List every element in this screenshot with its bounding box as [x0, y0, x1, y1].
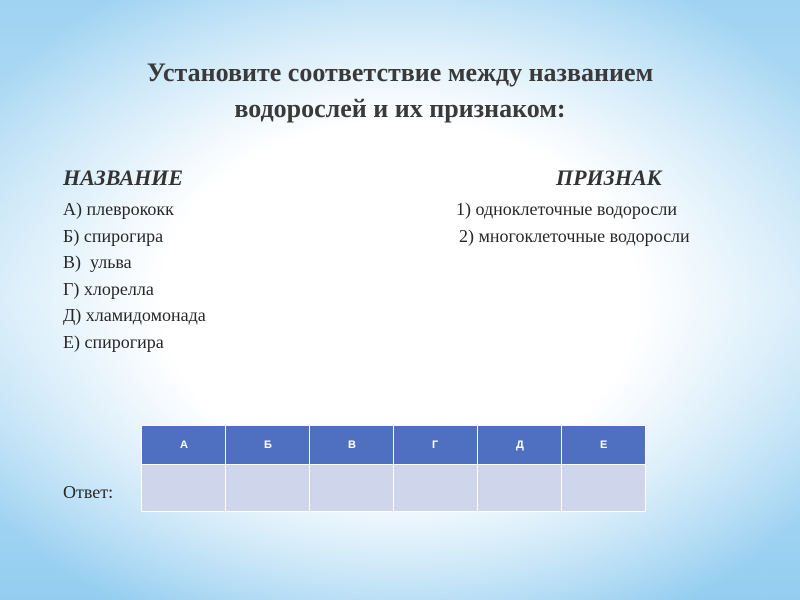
name-column-header: НАЗВАНИЕ — [63, 165, 184, 190]
answer-header-g: Г — [394, 426, 478, 465]
name-item-b: Б) спирогира — [63, 225, 164, 246]
title-line-2: водорослей и их признаком: — [234, 94, 566, 123]
answer-header-a: А — [142, 426, 226, 465]
title-line-1: Установите соответствие между названием — [146, 58, 654, 87]
answer-header-d: Д — [478, 426, 562, 465]
answer-header-v: В — [310, 426, 394, 465]
name-item-v: В) ульва — [63, 252, 132, 272]
answer-input-row — [142, 465, 646, 512]
name-item-d: Д) хламидомонада — [63, 305, 206, 325]
answer-cell-a[interactable] — [142, 465, 226, 512]
answer-header-b: Б — [226, 426, 310, 465]
trait-column-header: ПРИЗНАК — [556, 165, 662, 190]
answer-cell-g[interactable] — [394, 465, 478, 512]
name-item-g: Г) хлорелла — [63, 278, 154, 299]
name-item-e: Е) спирогира — [63, 331, 164, 352]
answer-cell-b[interactable] — [226, 465, 310, 512]
answer-header-row — [142, 426, 646, 465]
trait-item-1: 1) одноклеточные водоросли — [456, 199, 677, 219]
answer-label: Ответ: — [63, 482, 114, 502]
names-list — [63, 196, 206, 355]
name-item-a: А) плеврококк — [63, 199, 174, 219]
slide-title — [0, 55, 800, 127]
answer-cell-d[interactable] — [478, 465, 562, 512]
answer-cell-v[interactable] — [310, 465, 394, 512]
answer-cell-e[interactable] — [562, 465, 646, 512]
answer-table — [141, 425, 646, 512]
trait-item-2: 2) многоклеточные водоросли — [459, 225, 690, 246]
traits-list — [456, 196, 690, 249]
answer-header-e: Е — [562, 426, 646, 465]
